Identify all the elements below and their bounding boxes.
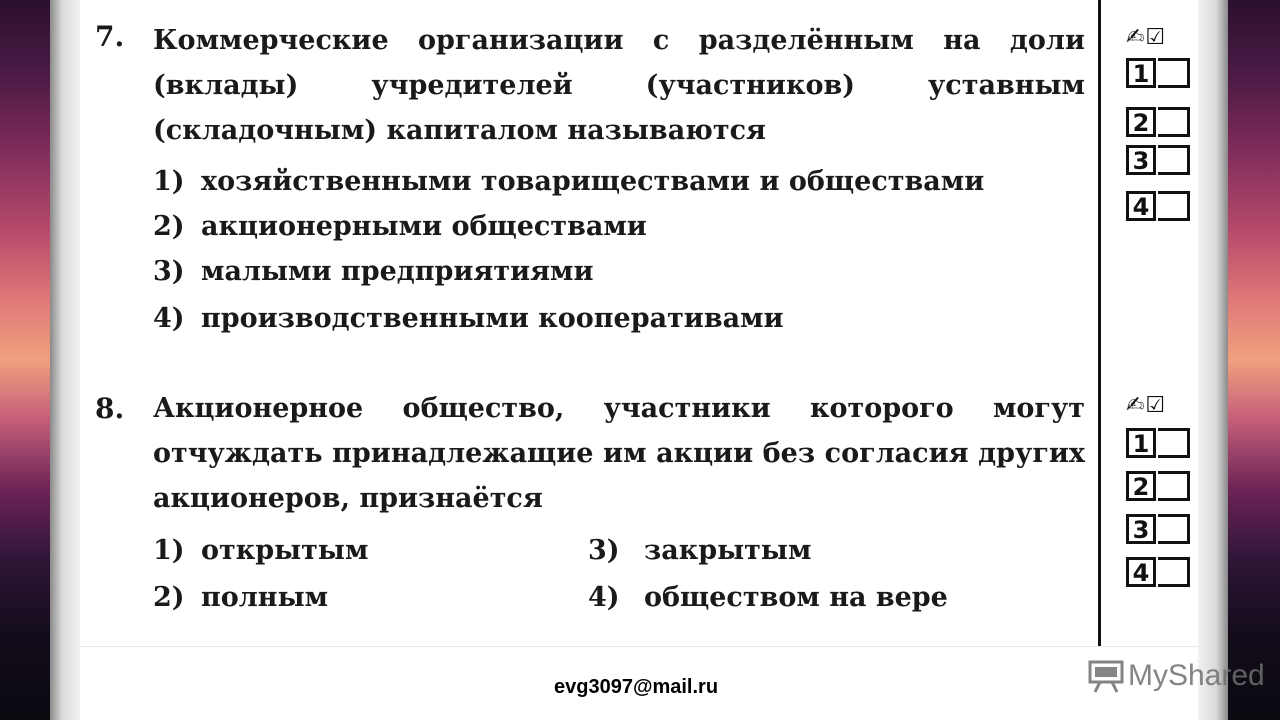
answer-number: 2 xyxy=(1126,471,1156,501)
myshared-logo xyxy=(1088,656,1265,696)
option-number: 3) xyxy=(153,256,185,287)
answer-number: 3 xyxy=(1126,514,1156,544)
logo-text: MyShared xyxy=(1128,659,1265,692)
option-text: производственными кооперативами xyxy=(201,303,784,334)
answer-checkbox[interactable] xyxy=(1158,557,1190,587)
answer-number: 3 xyxy=(1126,145,1156,175)
answer-number: 4 xyxy=(1126,557,1156,587)
question-text: Коммерческие организации с разделённым на доли (вклады) учредителей (участников) уставным (складочным) капиталом называются xyxy=(153,25,1085,146)
answer-row xyxy=(1126,428,1196,462)
page-frame-left xyxy=(50,0,80,720)
option-number: 2) xyxy=(153,211,185,242)
answer-checkbox[interactable] xyxy=(1158,514,1190,544)
answer-row xyxy=(1126,58,1196,92)
answer-row xyxy=(1126,514,1196,548)
option-text: полным xyxy=(201,582,329,613)
question-number: 8. xyxy=(95,392,125,425)
answer-row xyxy=(1126,471,1196,505)
answer-option xyxy=(153,582,328,613)
option-text: открытым xyxy=(201,535,369,566)
option-number: 4) xyxy=(153,303,185,334)
option-text: хозяйственными товариществами и обществами xyxy=(201,166,985,197)
answer-checkbox[interactable] xyxy=(1158,58,1190,88)
answer-checkbox[interactable] xyxy=(1158,107,1190,137)
question-number: 7. xyxy=(95,20,125,53)
answer-number: 1 xyxy=(1126,58,1156,88)
answer-checkbox[interactable] xyxy=(1158,191,1190,221)
answer-number: 2 xyxy=(1126,107,1156,137)
answer-number: 4 xyxy=(1126,191,1156,221)
pen-check-icon: ✍☑ xyxy=(1126,25,1167,50)
option-number: 2) xyxy=(153,582,185,613)
option-text: акционерными обществами xyxy=(201,211,647,242)
answer-option xyxy=(588,582,948,613)
answer-option xyxy=(588,535,811,566)
option-number: 1) xyxy=(153,166,185,197)
answer-row xyxy=(1126,145,1196,179)
answer-row xyxy=(1126,557,1196,591)
answer-option xyxy=(153,166,984,197)
answer-row xyxy=(1126,191,1196,225)
page-frame-right xyxy=(1198,0,1228,720)
answer-number: 1 xyxy=(1126,428,1156,458)
option-number: 1) xyxy=(153,535,185,566)
option-number: 3) xyxy=(588,535,620,566)
answer-column-divider xyxy=(1098,0,1101,646)
answer-option xyxy=(153,303,784,334)
answer-checkbox[interactable] xyxy=(1158,145,1190,175)
author-email: evg3097@mail.ru xyxy=(554,676,719,698)
answer-checkbox[interactable] xyxy=(1158,471,1190,501)
answer-option xyxy=(153,535,368,566)
answer-checkbox[interactable] xyxy=(1158,428,1190,458)
page-bottom-line xyxy=(80,646,1198,647)
pen-check-icon: ✍☑ xyxy=(1126,393,1167,418)
answer-option xyxy=(153,211,647,242)
question-text: Акционерное общество, участники которого могут отчуждать принадлежащие им акции без согласия других акционеров, признаётся xyxy=(153,393,1085,514)
answer-option xyxy=(153,256,594,287)
option-number: 4) xyxy=(588,582,620,613)
option-text: обществом на вере xyxy=(644,582,948,613)
option-text: малыми предприятиями xyxy=(201,256,594,287)
presentation-icon xyxy=(1088,659,1124,693)
answer-row xyxy=(1126,107,1196,141)
document-page xyxy=(80,0,1198,720)
option-text: закрытым xyxy=(644,535,812,566)
